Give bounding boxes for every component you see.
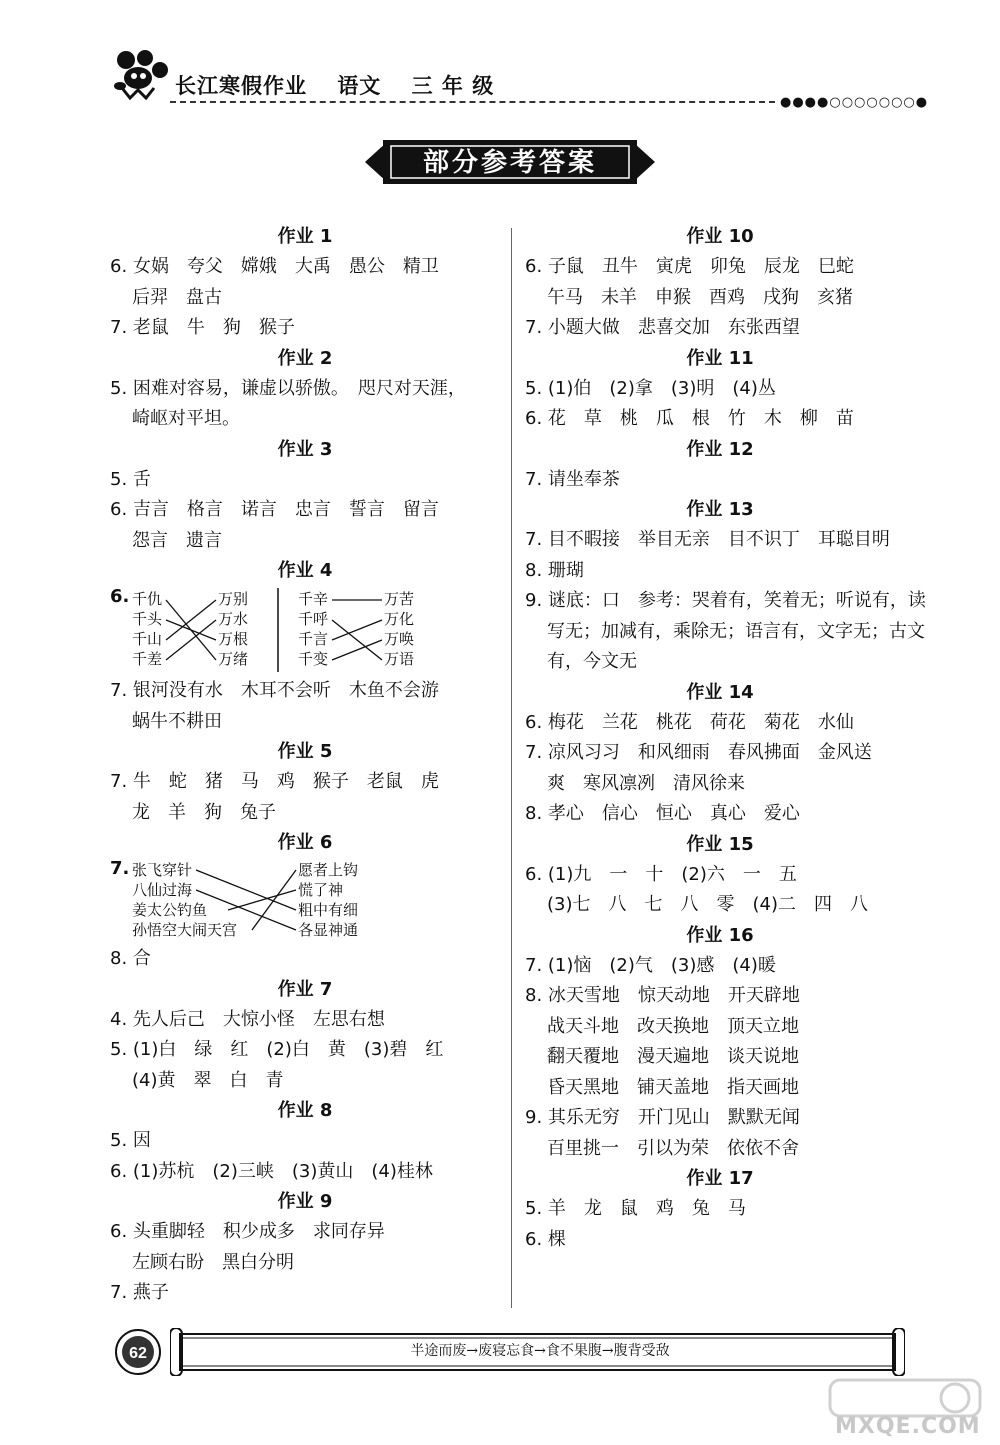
- match-right-term: 粗中有细: [298, 901, 359, 919]
- answer-line: 5. 舌: [110, 468, 151, 490]
- answer-line: 7. 小题大做 悲喜交加 东张西望: [525, 317, 800, 338]
- header-title: [175, 70, 516, 100]
- answer-line: 6. 吉言 格言 诺言 忠言 誓言 留言: [110, 499, 439, 520]
- match-term: 万水: [218, 610, 249, 628]
- match-left-term: 八仙过海: [132, 881, 193, 899]
- left-answer-column: [110, 222, 500, 1309]
- right-answer-column: [525, 222, 926, 1255]
- watermark-text: MXQE.COM: [835, 1414, 981, 1439]
- match-line: [166, 620, 216, 640]
- assignment-title: 作业 2: [277, 347, 333, 369]
- answer-continuation: 龙 羊 狗 兔子: [132, 801, 276, 823]
- assignment-title: 作业 13: [686, 499, 754, 520]
- answer-line: 7. 老鼠 牛 狗 猴子: [110, 317, 295, 338]
- answer-line: 6. 梅花 兰花 桃花 荷花 菊花 水仙: [525, 711, 854, 733]
- match-term: 千言: [298, 630, 329, 648]
- answer-line: 4. 先人后己 大惊小怪 左思右想: [110, 1008, 385, 1030]
- match-right-term: 各显神通: [298, 921, 359, 939]
- page-header: [0, 0, 1000, 120]
- match-term: 万根: [218, 630, 249, 648]
- answer-line: 5. 羊 龙 鼠 鸡 兔 马: [525, 1198, 746, 1219]
- subject-label: 语文: [337, 74, 382, 98]
- answer-continuation: (3)七 八 七 八 零 (4)二 四 八: [547, 894, 868, 915]
- matching-exercise-4: [110, 586, 500, 676]
- answer-continuation: 蜗牛不耕田: [132, 710, 222, 732]
- match-line: [332, 620, 382, 640]
- assignment-title: 作业 7: [277, 978, 333, 1000]
- match-term: 千变: [298, 650, 329, 668]
- answer-line: 8. 冰天雪地 惊天动地 开天辟地: [525, 985, 800, 1006]
- match-right-term: 慌了神: [298, 881, 344, 899]
- match-term: 千呼: [298, 610, 329, 628]
- match-line: [196, 890, 296, 930]
- answer-line: 8. 合: [110, 948, 151, 969]
- match-left-term: 孙悟空大闹天宫: [132, 921, 238, 939]
- matching-exercise-6: [110, 858, 500, 944]
- answer-line: 6. 棵: [525, 1228, 566, 1250]
- answer-line: 5. (1)白 绿 红 (2)白 黄 (3)碧 红: [110, 1039, 444, 1060]
- assignment-title: 作业 11: [686, 347, 754, 369]
- assignment-title: 作业 12: [686, 438, 754, 460]
- answer-line: 6. 头重脚轻 积少成多 求同存异: [110, 1221, 385, 1242]
- answer-continuation: 战天斗地 改天换地 顶天立地: [547, 1015, 799, 1037]
- answer-line: 7. 凉风习习 和风细雨 春风拂面 金风送: [525, 742, 872, 763]
- match-term: 万化: [384, 610, 415, 628]
- answer-continuation: 后羿 盘古: [132, 286, 222, 308]
- answer-continuation: (4)黄 翠 白 青: [132, 1069, 284, 1091]
- answer-line: 7. 银河没有水 木耳不会听 木鱼不会游: [110, 680, 439, 701]
- answer-continuation: 有，今文无: [547, 651, 637, 672]
- answer-line: 6. 子鼠 丑牛 寅虎 卯兔 辰龙 巳蛇: [525, 256, 854, 277]
- mascot-logo-icon: [110, 48, 170, 100]
- match-line: [332, 640, 382, 660]
- match-term: 千辛: [298, 590, 329, 608]
- assignment-title: 作业 10: [686, 226, 754, 247]
- answer-line: 7. 燕子: [110, 1282, 169, 1303]
- assignment-title: 作业 1: [277, 226, 333, 247]
- answer-line: 8. 孝心 信心 恒心 真心 爱心: [525, 803, 800, 824]
- match-line: [166, 620, 216, 660]
- answer-line: 9. 谜底：口 参考：哭着有，笑着无；听说有，读: [525, 590, 926, 611]
- match-term: 千头: [132, 610, 163, 628]
- item-number: 7.: [110, 858, 130, 879]
- answer-line: 8. 珊瑚: [525, 559, 584, 581]
- assignment-title: 作业 17: [686, 1168, 754, 1189]
- match-line: [166, 600, 216, 640]
- item-number: 6.: [110, 586, 130, 607]
- column-divider: [511, 228, 512, 1308]
- assignment-title: 作业 8: [277, 1100, 333, 1121]
- match-term: 万绪: [218, 650, 249, 668]
- assignment-title: 作业 4: [277, 560, 333, 581]
- answer-continuation: 昏天黑地 铺天盖地 指天画地: [547, 1076, 799, 1098]
- header-dashed-rule: [170, 101, 775, 103]
- answer-continuation: 爽 寒风凛冽 清风徐来: [547, 772, 745, 794]
- answer-continuation: 怨言 遗言: [132, 529, 222, 551]
- match-right-term: 愿者上钩: [298, 861, 359, 879]
- answer-line: 5. 困难对容易，谦虚以骄傲。 咫尺对天涯，: [110, 377, 466, 399]
- assignment-title: 作业 6: [277, 832, 333, 853]
- answer-line: 9. 其乐无穷 开门见山 默默无闻: [525, 1107, 800, 1128]
- answer-line: 6. 花 草 桃 瓜 根 竹 木 柳 苗: [525, 408, 854, 429]
- match-term: 千山: [132, 630, 163, 648]
- answer-continuation: 写无；加减有，乘除无；语言有，文字无；古文: [547, 620, 925, 642]
- assignment-title: 作业 9: [277, 1191, 333, 1212]
- page-number-medal-icon: [113, 1327, 163, 1377]
- answer-line: 6. (1)苏杭 (2)三峡 (3)黄山 (4)桂林: [110, 1160, 433, 1182]
- match-term: 千差: [132, 650, 163, 668]
- answer-continuation: 翻天覆地 漫天遍地 谈天说地: [547, 1046, 799, 1067]
- banner-title: 部分参考答案: [422, 148, 597, 178]
- match-term: 万苦: [384, 590, 415, 608]
- assignment-title: 作业 14: [686, 681, 754, 703]
- match-lines: [110, 586, 450, 676]
- answer-line: 6. (1)九 一 十 (2)六 一 五: [525, 863, 797, 885]
- match-line: [228, 890, 296, 910]
- match-term: 千仇: [132, 590, 163, 608]
- answer-line: 5. 因: [110, 1130, 151, 1151]
- match-term: 万唤: [384, 630, 415, 648]
- match-term: 万别: [218, 590, 249, 608]
- assignment-title: 作业 15: [686, 833, 754, 855]
- answer-continuation: 崎岖对平坦。: [132, 408, 240, 429]
- answer-continuation: 午马 未羊 申猴 酉鸡 戌狗 亥猪: [547, 286, 853, 308]
- book-title: 长江寒假作业: [175, 74, 307, 98]
- assignment-title: 作业 16: [686, 924, 754, 946]
- assignment-title: 作业 5: [277, 741, 333, 762]
- match-line: [332, 620, 382, 660]
- match-lines: [110, 858, 450, 944]
- answer-line: 6. 女娲 夸父 嫦娥 大禹 愚公 精卫: [110, 256, 439, 277]
- assignment-title: 作业 3: [277, 438, 333, 460]
- answer-line: 5. (1)伯 (2)拿 (3)明 (4)丛: [525, 377, 776, 399]
- answer-line: 7. (1)恼 (2)气 (3)感 (4)暖: [525, 954, 776, 976]
- answer-line: 7. 目不暇接 举目无亲 目不识丁 耳聪目明: [525, 529, 890, 550]
- match-left-term: 姜太公钓鱼: [132, 901, 208, 919]
- answer-continuation: 左顾右盼 黑白分明: [132, 1251, 294, 1273]
- answer-continuation: 百里挑一 引以为荣 依依不舍: [547, 1137, 799, 1159]
- match-left-term: 张飞穿针: [132, 861, 193, 879]
- answer-line: 7. 牛 蛇 猪 马 鸡 猴子 老鼠 虎: [110, 771, 439, 792]
- grade-label: 三 年 级: [411, 74, 495, 98]
- header-dots: ●●●●○○○○○○○●: [780, 95, 929, 110]
- answer-line: 7. 请坐奉茶: [525, 468, 620, 490]
- match-term: 万语: [384, 650, 415, 668]
- footer-idiom-chain: 半途而废→废寝忘食→食不果腹→腹背受敌: [410, 1343, 670, 1359]
- page-number: 62: [129, 1345, 147, 1362]
